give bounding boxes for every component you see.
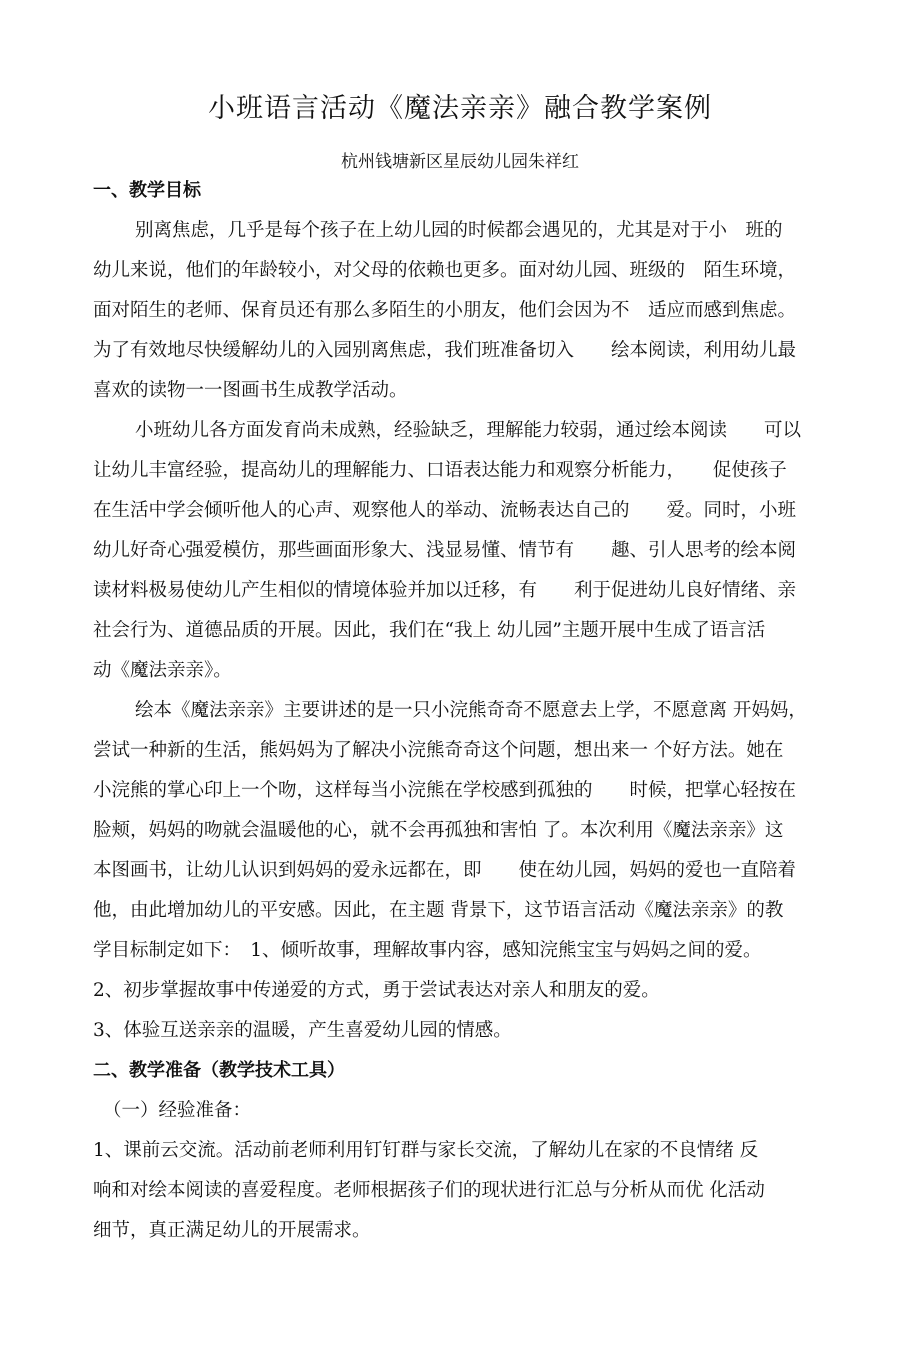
paragraph-line: 幼儿好奇心强爱模仿，那些画面形象大、浅显易懂、情节有 趣、引人思考的绘本阅 bbox=[93, 540, 797, 561]
paragraph-line: 别离焦虑，几乎是每个孩子在上幼儿园的时候都会遇见的，尤其是对于小 班的 bbox=[135, 220, 783, 241]
document-author: 杭州钱塘新区星辰幼儿园朱祥红 bbox=[341, 152, 579, 172]
paragraph-line: 1、课前云交流。活动前老师利用钉钉群与家长交流，了解幼儿在家的不良情绪 反 bbox=[93, 1140, 759, 1161]
paragraph-line: 绘本《魔法亲亲》主要讲述的是一只小浣熊奇奇不愿意去上学，不愿意离 开妈妈， bbox=[135, 700, 807, 721]
paragraph-line: 为了有效地尽快缓解幼儿的入园别离焦虑，我们班准备切入 绘本阅读，利用幼儿最 bbox=[93, 340, 797, 361]
paragraph-line: 他，由此增加幼儿的平安感。因此，在主题 背景下，这节语言活动《魔法亲亲》的教 bbox=[93, 900, 784, 921]
paragraph-line: 喜欢的读物一一图画书生成教学活动。 bbox=[93, 380, 408, 401]
section-heading-goals: 一、教学目标 bbox=[93, 180, 201, 201]
paragraph-line: 动《魔法亲亲》。 bbox=[93, 660, 232, 681]
paragraph-line: 读材料极易使幼儿产生相似的情境体验并加以迁移，有 利于促进幼儿良好情绪、亲 bbox=[93, 580, 797, 601]
goal-item-3: 3、体验互送亲亲的温暖，产生喜爱幼儿园的情感。 bbox=[93, 1020, 512, 1041]
section-heading-preparation: 二、教学准备（教学技术工具） bbox=[93, 1060, 345, 1081]
paragraph-line: 学目标制定如下： 1、倾听故事，理解故事内容，感知浣熊宝宝与妈妈之间的爱。 bbox=[93, 940, 762, 961]
subsection-heading: （一）经验准备： bbox=[103, 1100, 252, 1121]
paragraph-line: 面对陌生的老师、保育员还有那么多陌生的小朋友，他们会因为不 适应而感到焦虑。 bbox=[93, 300, 797, 321]
paragraph-line: 小浣熊的掌心印上一个吻，这样每当小浣熊在学校感到孤独的 时候，把掌心轻按在 bbox=[93, 780, 797, 801]
paragraph-line: 小班幼儿各方面发育尚未成熟，经验缺乏，理解能力较弱，通过绘本阅读 可以 bbox=[135, 420, 802, 441]
paragraph-line: 社会行为、道德品质的开展。因此，我们在“我上 幼儿园”主题开展中生成了语言活 bbox=[93, 620, 766, 641]
paragraph-line: 响和对绘本阅读的喜爱程度。老师根据孩子们的现状进行汇总与分析从而优 化活动 bbox=[93, 1180, 765, 1201]
paragraph-line: 幼儿来说，他们的年龄较小，对父母的依赖也更多。面对幼儿园、班级的 陌生环境， bbox=[93, 260, 797, 281]
paragraph-line: 本图画书，让幼儿认识到妈妈的爱永远都在，即 使在幼儿园，妈妈的爱也一直陪着 bbox=[93, 860, 797, 881]
document-title: 小班语言活动《魔法亲亲》融合教学案例 bbox=[208, 93, 712, 124]
paragraph-line: 让幼儿丰富经验，提高幼儿的理解能力、口语表达能力和观察分析能力， 促使孩子 bbox=[93, 460, 787, 481]
paragraph-line: 在生活中学会倾听他人的心声、观察他人的举动、流畅表达自己的 爱。同时，小班 bbox=[93, 500, 797, 521]
paragraph-line: 脸颊，妈妈的吻就会温暖他的心，就不会再孤独和害怕 了。本次利用《魔法亲亲》这 bbox=[93, 820, 784, 841]
paragraph-line: 细节，真正满足幼儿的开展需求。 bbox=[93, 1220, 371, 1241]
goal-item-2: 2、初步掌握故事中传递爱的方式，勇于尝试表达对亲人和朋友的爱。 bbox=[93, 980, 660, 1001]
paragraph-line: 尝试一种新的生活，熊妈妈为了解决小浣熊奇奇这个问题，想出来一 个好方法。她在 bbox=[93, 740, 784, 761]
